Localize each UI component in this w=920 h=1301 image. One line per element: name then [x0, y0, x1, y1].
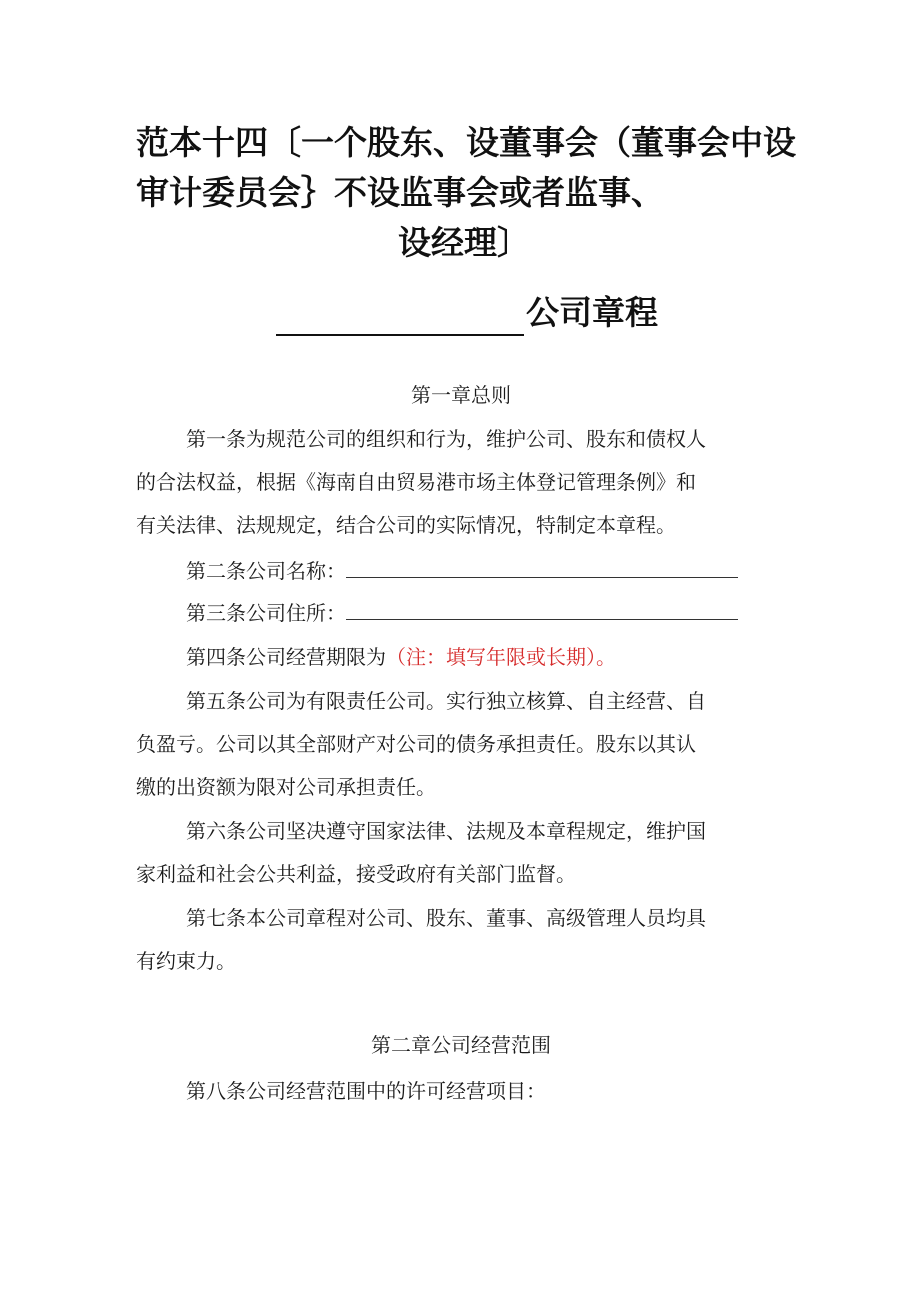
article-6 — [136, 810, 788, 896]
article-1-line-1: 第一条为规范公司的组织和行为，维护公司、股东和债权人 — [186, 427, 706, 451]
company-address-field[interactable] — [346, 597, 738, 620]
article-1 — [136, 418, 788, 547]
article-2-line — [136, 550, 788, 593]
article-4-text: 第四条公司经营期限为 — [186, 645, 386, 669]
company-name-field[interactable] — [346, 555, 738, 578]
chapter-1-heading: 第一章总则 — [411, 383, 511, 407]
template-title-line-3: 设经理〕 — [398, 223, 530, 262]
article-8-line-1: 第八条公司经营范围中的许可经营项目： — [186, 1079, 546, 1103]
article-7-line-1: 第七条本公司章程对公司、股东、董事、高级管理人员均具 — [186, 906, 706, 930]
article-2-label: 第二条公司名称： — [186, 559, 346, 583]
template-title — [136, 118, 796, 268]
article-6-line-2: 家利益和社会公共利益，接受政府有关部门监督。 — [136, 862, 576, 886]
article-8 — [136, 1070, 788, 1113]
article-5 — [136, 680, 788, 809]
article-4 — [136, 636, 788, 679]
article-2 — [136, 550, 788, 593]
article-5-line-1: 第五条公司为有限责任公司。实行独立核算、自主经营、自 — [186, 689, 706, 713]
article-5-line-2: 负盈亏。公司以其全部财产对公司的债务承担责任。股东以其认 — [136, 732, 696, 756]
article-3 — [136, 592, 788, 635]
article-5-line-3: 缴的出资额为限对公司承担责任。 — [136, 775, 436, 799]
article-1-line-2: 的合法权益，根据《海南自由贸易港市场主体登记管理条例》和 — [136, 470, 696, 494]
charter-title — [276, 290, 658, 336]
chapter-2-heading: 第二章公司经营范围 — [371, 1033, 551, 1057]
article-3-label: 第三条公司住所： — [186, 601, 346, 625]
article-7 — [136, 897, 788, 983]
article-3-line — [136, 592, 788, 635]
article-7-line-2: 有约束力。 — [136, 949, 236, 973]
template-title-line-1: 范本十四〔一个股东、设董事会（董事会中设 — [136, 123, 796, 162]
article-4-line — [136, 636, 788, 679]
article-1-line-3: 有关法律、法规规定，结合公司的实际情况，特制定本章程。 — [136, 513, 676, 537]
template-title-line-2: 审计委员会｝不设监事会或者监事、 — [136, 173, 664, 212]
company-name-blank[interactable] — [276, 298, 524, 336]
article-4-note: （注：填写年限或长期）。 — [386, 645, 616, 669]
article-6-line-1: 第六条公司坚决遵守国家法律、法规及本章程规定，维护国 — [186, 819, 706, 843]
charter-title-suffix: 公司章程 — [526, 293, 658, 332]
